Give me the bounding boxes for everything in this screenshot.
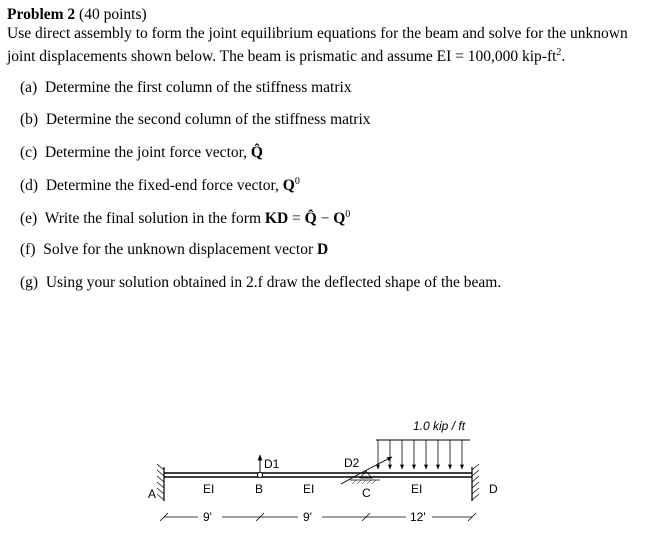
part-label: (g) bbox=[20, 274, 39, 291]
part-text: Determine the fixed-end force vector, bbox=[45, 177, 279, 195]
hinge-b bbox=[257, 472, 262, 477]
intro-text: joint displacements shown below. The beam is prismatic and assume EI = 100,000 kip-ft bbox=[7, 48, 557, 66]
joint-c-label: C bbox=[362, 486, 371, 500]
problem-title: Problem 2 bbox=[7, 6, 76, 23]
part-label: (d) bbox=[20, 177, 39, 195]
ei-label-2: EI bbox=[303, 482, 315, 496]
equals-sign: = bbox=[288, 210, 305, 228]
part-text: Determine the second column of the stiffness matrix bbox=[45, 111, 371, 128]
part-text: Write the final solution in the form bbox=[44, 210, 262, 228]
q0-superscript: 0 bbox=[345, 209, 351, 220]
joint-d-label: D bbox=[489, 482, 498, 496]
distributed-load bbox=[376, 440, 470, 469]
dim-label-3: 12' bbox=[410, 510, 426, 524]
ei-label-3: EI bbox=[411, 482, 423, 496]
d-symbol: D bbox=[317, 241, 329, 258]
part-label: (c) bbox=[20, 144, 38, 161]
ei-label-1: EI bbox=[203, 482, 215, 496]
joint-a-label: A bbox=[148, 487, 157, 501]
part-text: Determine the first column of the stiffness matrix bbox=[44, 79, 352, 96]
minus-sign: − bbox=[316, 210, 334, 228]
part-label: (b) bbox=[20, 111, 39, 128]
dim-label-2: 9' bbox=[303, 510, 312, 524]
fixed-support-a bbox=[157, 464, 164, 501]
kd-symbol: KD bbox=[264, 210, 289, 228]
part-label: (e) bbox=[20, 210, 38, 228]
problem-intro-line-1: Use direct assembly to form the joint equilibrium equations for the beam and solve for the unknown bbox=[7, 25, 628, 42]
part-label: (f) bbox=[20, 241, 36, 258]
problem-points: (40 points) bbox=[79, 6, 147, 23]
q0-superscript: 0 bbox=[294, 176, 300, 187]
intro-superscript: 2 bbox=[556, 47, 562, 58]
d1-label: D1 bbox=[264, 457, 280, 471]
d2-label: D2 bbox=[344, 456, 360, 470]
q0-symbol: Q bbox=[333, 210, 346, 228]
intro-period: . bbox=[561, 48, 566, 66]
dim-label-1: 9' bbox=[203, 510, 212, 524]
joint-b-label: B bbox=[255, 482, 264, 496]
part-text: Using your solution obtained in 2.f draw the deflected shape of the beam. bbox=[45, 274, 502, 291]
q0-symbol: Q bbox=[282, 177, 295, 195]
q-hat-symbol: Q̂ bbox=[304, 210, 317, 228]
beam bbox=[164, 473, 472, 477]
part-label: (a) bbox=[20, 79, 38, 96]
part-text: Determine the joint force vector, bbox=[44, 144, 248, 161]
q-hat-symbol: Q̂ bbox=[250, 144, 263, 161]
fixed-support-d bbox=[472, 464, 479, 501]
part-text: Solve for the unknown displacement vector bbox=[43, 241, 314, 258]
load-label: 1.0 kip / ft bbox=[413, 419, 466, 433]
